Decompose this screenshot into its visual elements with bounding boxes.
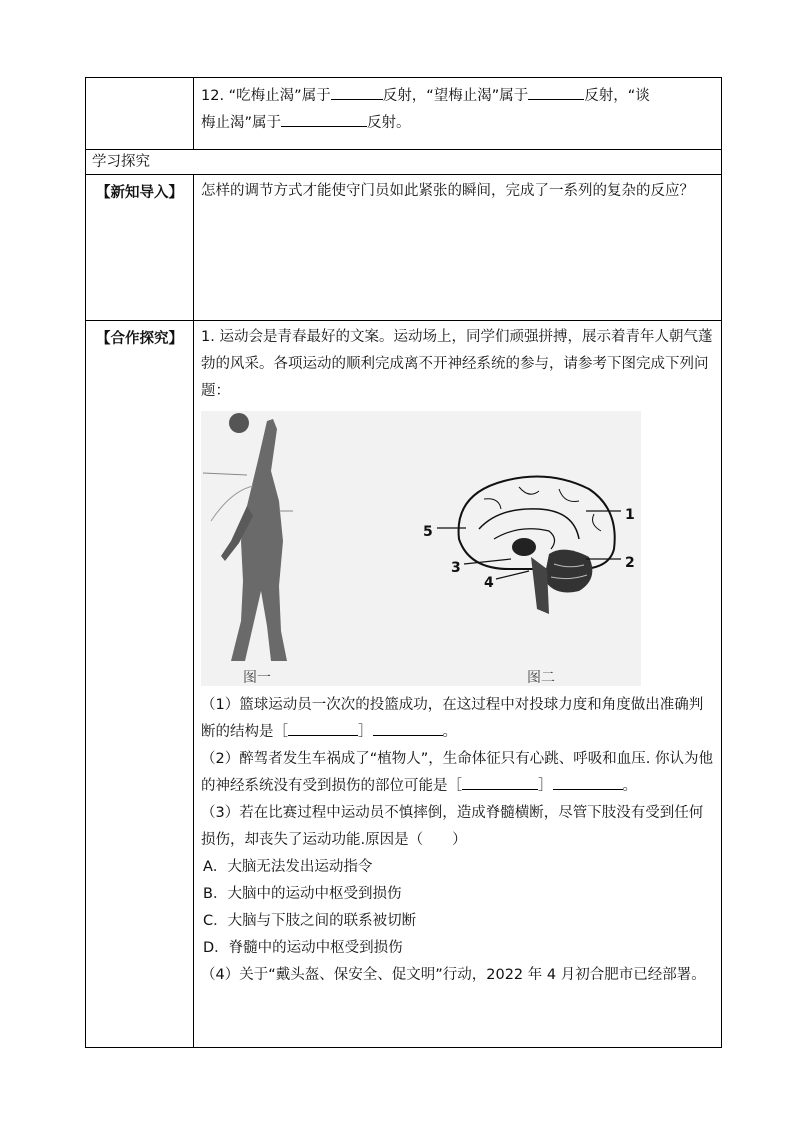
- brain-label-4: 4: [484, 575, 494, 591]
- sub1-text: （1）篮球运动员一次次的投篮成功，在这过程中对投球力度和角度做出准确判断的结构是［: [201, 697, 704, 740]
- q12-blank-2[interactable]: [528, 83, 584, 100]
- q12-blank-3[interactable]: [281, 110, 367, 127]
- fig1-caption: 图一: [243, 670, 271, 686]
- option-d[interactable]: D．脊髓中的运动中枢受到损伤: [203, 940, 403, 956]
- sub1-blank-number[interactable]: [288, 719, 358, 736]
- coop-row: [86, 320, 721, 1047]
- brain-label-5: 5: [423, 524, 433, 540]
- q12-text-4: 梅止渴”属于: [201, 115, 282, 131]
- coop-label: 【合作探究】: [86, 321, 194, 1047]
- intro-row: [86, 174, 721, 320]
- sub-question-4: （4）关于“戴头盔、保安全、促文明”行动，2022 年 4 月初合肥市已经部署。: [201, 967, 706, 983]
- sub-question-1: [201, 692, 715, 746]
- sub2-blank-name[interactable]: [553, 773, 623, 790]
- sub2-bracket: ］: [538, 778, 553, 794]
- worksheet-table: [85, 77, 722, 1048]
- section-title-row: [86, 149, 721, 174]
- sub2-text: （2）醉驾者发生车祸成了“植物人”，生命体征只有心跳、呼吸和血压. 你认为他的神经系统没有受到损伤的部位可能是［: [201, 751, 713, 794]
- nervous-system-figure: [201, 411, 641, 686]
- sub1-blank-name[interactable]: [373, 719, 443, 736]
- option-c[interactable]: C．大脑与下肢之间的联系被切断: [203, 913, 417, 929]
- sub-question-2: [201, 746, 715, 800]
- sub1-bracket: ］: [358, 724, 373, 740]
- brain-leader-lines: [201, 411, 641, 686]
- section-title: 学习探究: [92, 154, 150, 170]
- fig2-caption: 图二: [527, 670, 555, 686]
- intro-label: 【新知导入】: [86, 175, 194, 320]
- option-b[interactable]: B．大脑中的运动中枢受到损伤: [203, 886, 402, 902]
- brain-label-2: 2: [625, 555, 635, 571]
- brain-label-1: 1: [625, 507, 635, 523]
- q12-blank-1[interactable]: [331, 83, 383, 100]
- q12-cell: [194, 78, 721, 149]
- q12-text-2: 反射，“望梅止渴”属于: [382, 88, 529, 104]
- coop-content: [194, 321, 721, 1047]
- sub1-end: 。: [442, 724, 457, 740]
- sub2-end: 。: [622, 778, 637, 794]
- q12-text-1: 12. “吃梅止渴”属于: [201, 88, 331, 104]
- sub-question-3: （3）若在比赛过程中运动员不慎摔倒，造成脊髓横断，尽管下肢没有受到任何损伤，却丧失了运动功能.原因是（ ）: [201, 805, 704, 848]
- brain-label-3: 3: [451, 560, 461, 576]
- q1-text: 1. 运动会是青春最好的文案。运动场上，同学们顽强拼搏，展示着青年人朝气蓬勃的风采。各项运动的顺利完成离不开神经系统的参与，请参考下图完成下列问题：: [201, 329, 713, 399]
- q12-text-5: 反射。: [367, 115, 411, 131]
- intro-text: 怎样的调节方式才能使守门员如此紧张的瞬间，完成了一系列的复杂的反应？: [201, 183, 694, 199]
- q12-row: [86, 78, 721, 149]
- q12-left-cell: [86, 78, 194, 149]
- option-a[interactable]: A．大脑无法发出运动指令: [203, 859, 373, 875]
- sub2-blank-number[interactable]: [462, 773, 538, 790]
- q12-text-3: 反射，“谈: [584, 88, 650, 104]
